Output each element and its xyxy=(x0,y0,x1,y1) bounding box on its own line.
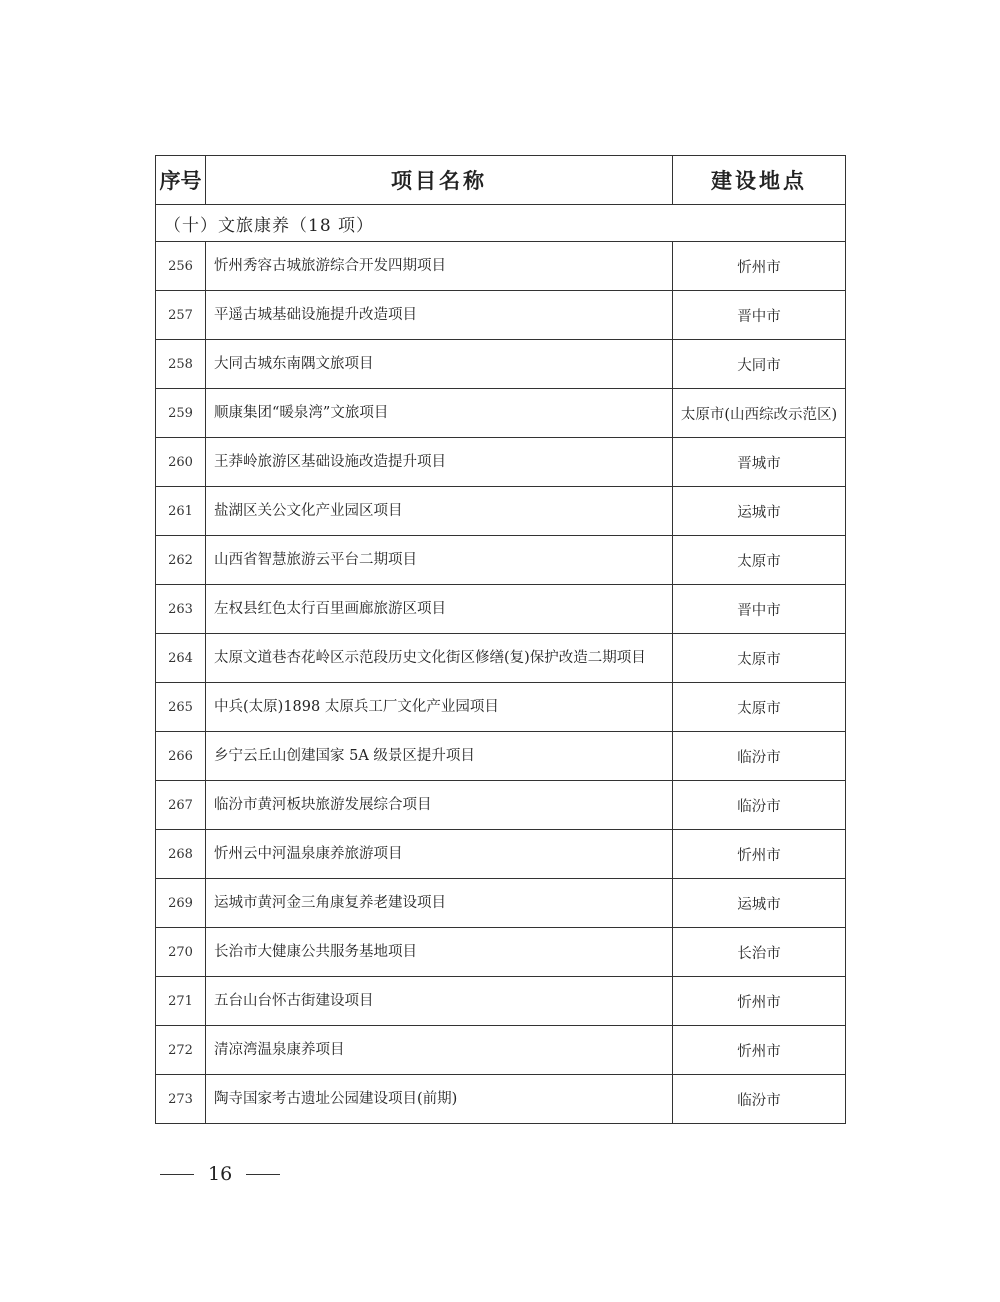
row-location: 运城市 xyxy=(673,879,846,928)
row-name: 左权县红色太行百里画廊旅游区项目 xyxy=(206,585,673,634)
row-name: 盐湖区关公文化产业园区项目 xyxy=(206,487,673,536)
table-row xyxy=(156,242,846,291)
row-seq: 258 xyxy=(156,340,206,389)
row-seq: 271 xyxy=(156,977,206,1026)
row-location: 临汾市 xyxy=(673,732,846,781)
row-location: 忻州市 xyxy=(673,1026,846,1075)
footer-dash-left xyxy=(160,1174,194,1175)
row-location: 晋中市 xyxy=(673,585,846,634)
row-seq: 259 xyxy=(156,389,206,438)
row-seq: 269 xyxy=(156,879,206,928)
section-row xyxy=(156,205,846,242)
table-row xyxy=(156,732,846,781)
row-location: 临汾市 xyxy=(673,781,846,830)
table-row xyxy=(156,928,846,977)
row-name: 清凉湾温泉康养项目 xyxy=(206,1026,673,1075)
row-location: 忻州市 xyxy=(673,977,846,1026)
page-footer xyxy=(160,1163,280,1185)
row-location: 忻州市 xyxy=(673,830,846,879)
table-row xyxy=(156,1026,846,1075)
table-row xyxy=(156,830,846,879)
row-name: 山西省智慧旅游云平台二期项目 xyxy=(206,536,673,585)
header-location: 建设地点 xyxy=(673,156,846,205)
row-location: 大同市 xyxy=(673,340,846,389)
row-location: 晋城市 xyxy=(673,438,846,487)
row-location: 太原市 xyxy=(673,634,846,683)
row-name: 五台山台怀古街建设项目 xyxy=(206,977,673,1026)
row-location: 运城市 xyxy=(673,487,846,536)
section-title: （十）文旅康养（18 项） xyxy=(156,205,846,242)
table-row xyxy=(156,389,846,438)
row-name: 忻州云中河温泉康养旅游项目 xyxy=(206,830,673,879)
header-seq: 序号 xyxy=(156,156,206,205)
table-row xyxy=(156,487,846,536)
row-name: 顺康集团“暖泉湾”文旅项目 xyxy=(206,389,673,438)
row-seq: 256 xyxy=(156,242,206,291)
row-seq: 265 xyxy=(156,683,206,732)
row-location: 临汾市 xyxy=(673,1075,846,1124)
table-row xyxy=(156,634,846,683)
row-seq: 268 xyxy=(156,830,206,879)
row-name: 陶寺国家考古遗址公园建设项目(前期) xyxy=(206,1075,673,1124)
row-location: 太原市 xyxy=(673,536,846,585)
table-row xyxy=(156,291,846,340)
table-row xyxy=(156,536,846,585)
row-seq: 261 xyxy=(156,487,206,536)
row-name: 临汾市黄河板块旅游发展综合项目 xyxy=(206,781,673,830)
header-name: 项目名称 xyxy=(206,156,673,205)
page-number: 16 xyxy=(208,1163,233,1185)
project-table xyxy=(155,155,846,1124)
table-row xyxy=(156,438,846,487)
row-seq: 267 xyxy=(156,781,206,830)
row-name: 乡宁云丘山创建国家 5A 级景区提升项目 xyxy=(206,732,673,781)
row-name: 太原文道巷杏花岭区示范段历史文化街区修缮(复)保护改造二期项目 xyxy=(206,634,673,683)
row-seq: 260 xyxy=(156,438,206,487)
row-name: 王莽岭旅游区基础设施改造提升项目 xyxy=(206,438,673,487)
row-location: 长治市 xyxy=(673,928,846,977)
table-row xyxy=(156,879,846,928)
row-name: 大同古城东南隅文旅项目 xyxy=(206,340,673,389)
row-seq: 263 xyxy=(156,585,206,634)
table-row xyxy=(156,781,846,830)
table-row xyxy=(156,683,846,732)
row-name: 平遥古城基础设施提升改造项目 xyxy=(206,291,673,340)
row-seq: 264 xyxy=(156,634,206,683)
row-name: 忻州秀容古城旅游综合开发四期项目 xyxy=(206,242,673,291)
table-header-row xyxy=(156,156,846,205)
row-name: 长治市大健康公共服务基地项目 xyxy=(206,928,673,977)
row-seq: 266 xyxy=(156,732,206,781)
table-row xyxy=(156,1075,846,1124)
row-location: 晋中市 xyxy=(673,291,846,340)
row-name: 中兵(太原)1898 太原兵工厂文化产业园项目 xyxy=(206,683,673,732)
table-row xyxy=(156,340,846,389)
row-seq: 273 xyxy=(156,1075,206,1124)
table-row xyxy=(156,977,846,1026)
row-seq: 270 xyxy=(156,928,206,977)
row-location: 忻州市 xyxy=(673,242,846,291)
row-seq: 257 xyxy=(156,291,206,340)
table-row xyxy=(156,585,846,634)
row-name: 运城市黄河金三角康复养老建设项目 xyxy=(206,879,673,928)
row-seq: 262 xyxy=(156,536,206,585)
footer-dash-right xyxy=(246,1174,280,1175)
row-location: 太原市 xyxy=(673,683,846,732)
row-location: 太原市(山西综改示范区) xyxy=(673,389,846,438)
row-seq: 272 xyxy=(156,1026,206,1075)
